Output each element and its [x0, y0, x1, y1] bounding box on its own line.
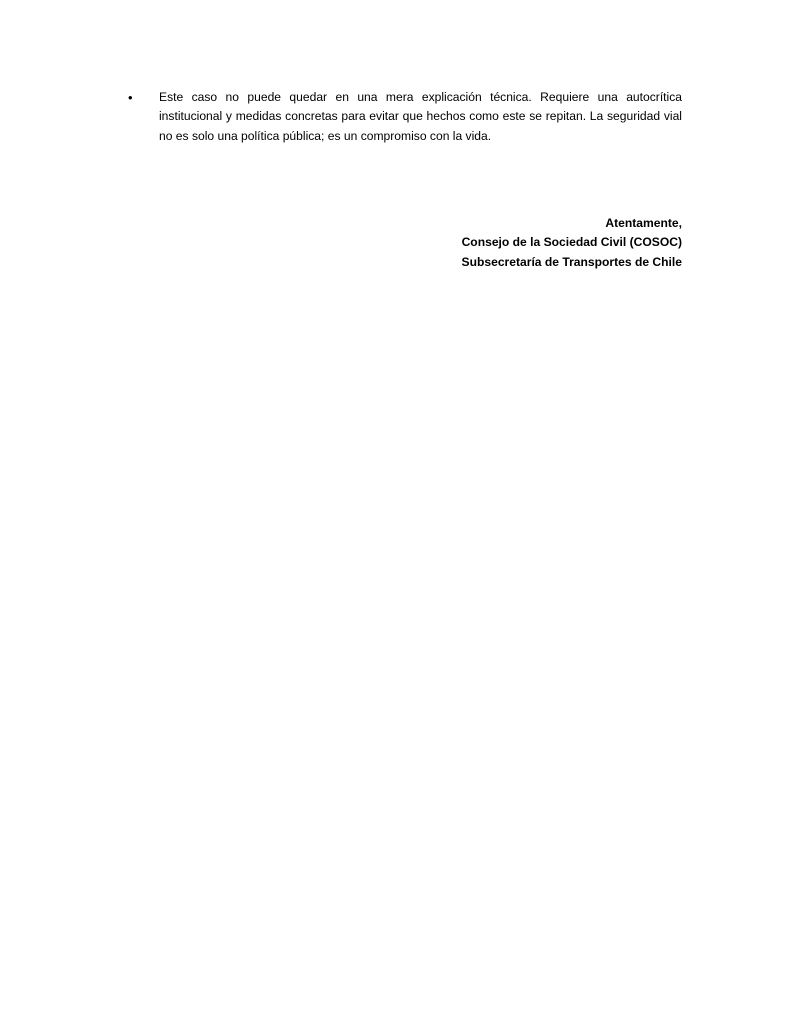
signature-closing: Atentamente,	[605, 215, 682, 230]
signature-block	[110, 214, 682, 272]
list-item-text: Este caso no puede quedar en una mera explicación técnica. Requiere una autocrítica institucional y medidas concretas para evitar que hechos como este se repitan. La seguridad vial no es solo una política pública; es un compromiso con la vida.	[159, 90, 682, 143]
bullet-list	[110, 88, 682, 146]
bullet-point-icon: •	[128, 90, 133, 105]
document-body	[110, 88, 682, 272]
signature-institution: Subsecretaría de Transportes de Chile	[461, 254, 682, 269]
signature-organization: Consejo de la Sociedad Civil (COSOC)	[461, 235, 682, 250]
list-item	[110, 88, 682, 146]
